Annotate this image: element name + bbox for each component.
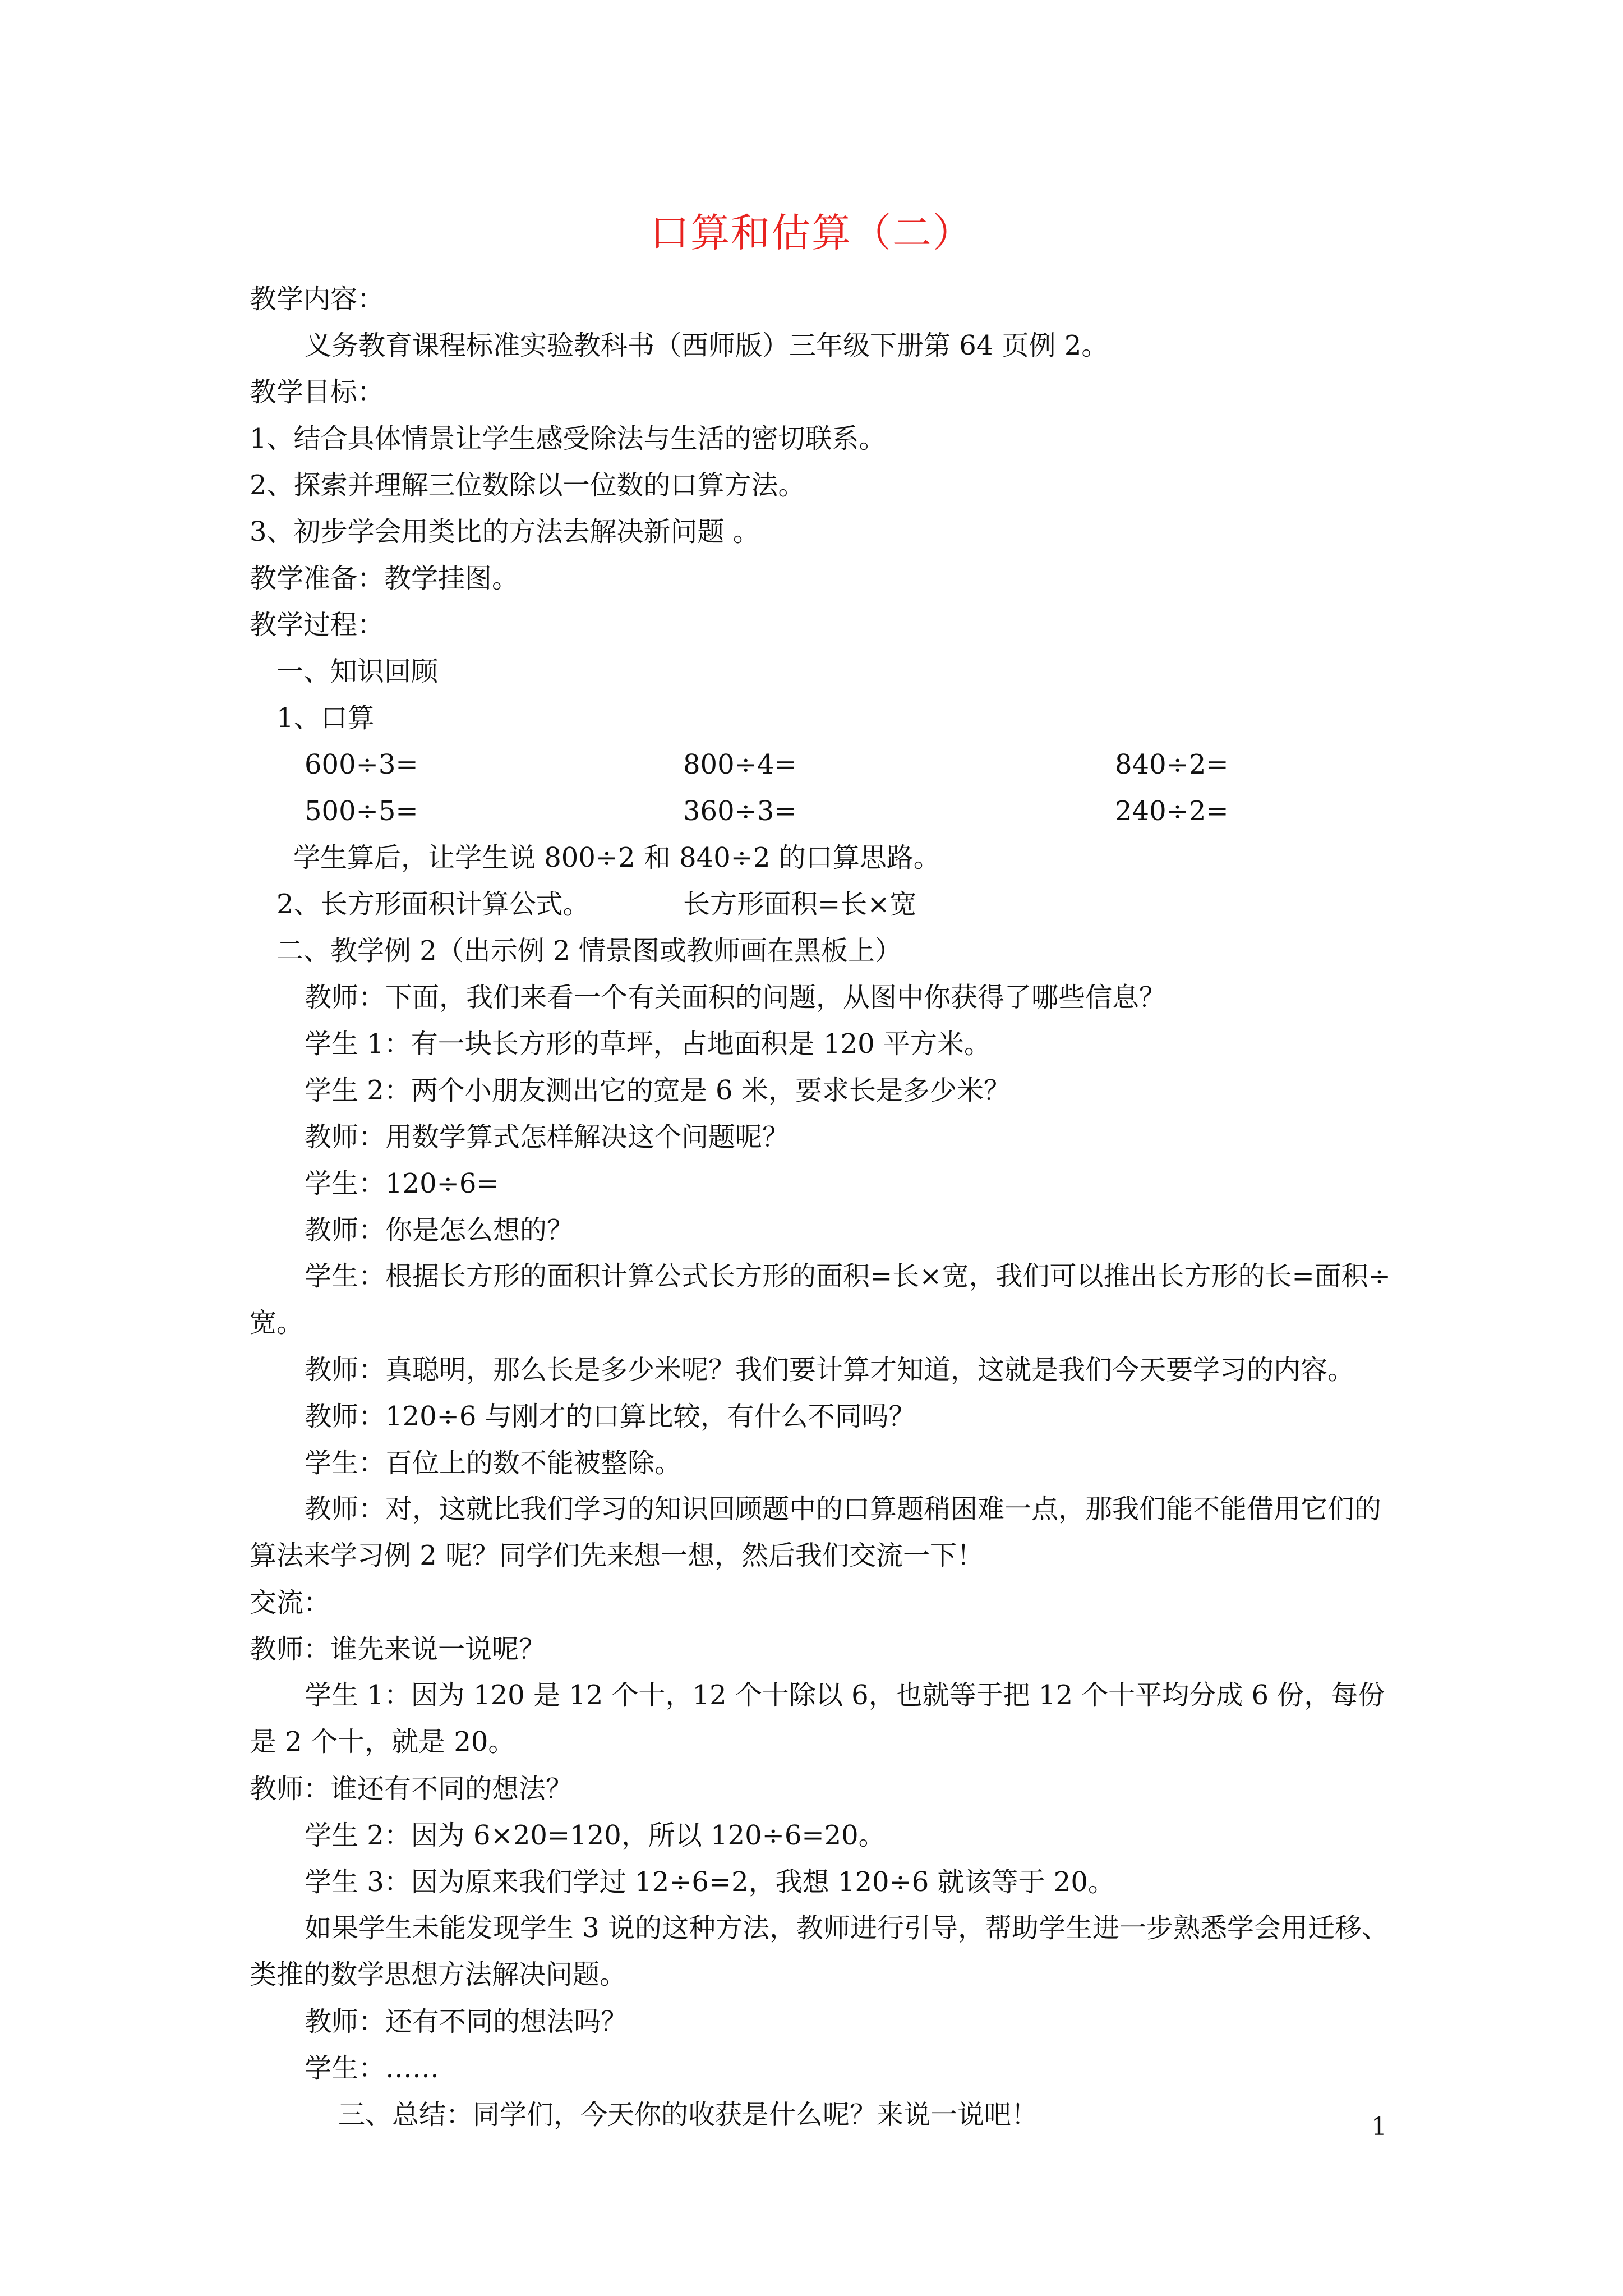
calc-problem: 800÷4= <box>683 749 797 780</box>
guide-text: 如果学生未能发现学生 3 说的这种方法，教师进行引导，帮助学生进一步熟悉学会用迁移、类推的数学思想方法解决问题。 <box>250 1912 1389 1990</box>
dialogue-line: 教师：下面，我们来看一个有关面积的问题，从图中你获得了哪些信息？ <box>305 982 1166 1013</box>
part1-heading: 一、知识回顾 <box>276 656 439 687</box>
dialogue-line: 学生：百位上的数不能被整除。 <box>305 1447 682 1479</box>
dialogue-line: 学生 2：两个小朋友测出它的宽是 6 米，要求长是多少米？ <box>305 1075 1011 1106</box>
content-text: 义务教育课程标准实验教科书（西师版）三年级下册第 64 页例 2。 <box>305 330 1109 361</box>
dialogue-line: 教师：还有不同的想法吗？ <box>305 2006 628 2037</box>
compare-paragraph <box>250 1486 1394 1579</box>
area-formula: 长方形面积=长×宽 <box>683 889 917 920</box>
dialogue-line: 教师：用数学算式怎样解决这个问题呢？ <box>305 1121 790 1153</box>
calc-problem: 500÷5= <box>305 795 418 827</box>
goal-item: 3、初步学会用类比的方法去解决新问题 。 <box>250 516 760 547</box>
after-calc-note: 学生算后，让学生说 800÷2 和 840÷2 的口算思路。 <box>293 842 940 873</box>
student1-paragraph <box>250 1672 1394 1765</box>
compare-text: 教师：对，这就比我们学习的知识回顾题中的口算题稍困难一点，那我们能不能借用它们的算法来学习例 2 呢？同学们先来想一想，然后我们交流一下！ <box>250 1493 1382 1571</box>
process-heading: 教学过程： <box>250 609 385 641</box>
calc-problem: 360÷3= <box>683 795 797 827</box>
reason-paragraph <box>250 1253 1394 1346</box>
content-heading: 教学内容： <box>250 283 385 315</box>
goal-item: 2、探索并理解三位数除以一位数的口算方法。 <box>250 470 805 501</box>
dialogue-line: 学生：…… <box>305 2053 440 2084</box>
goal-item: 1、结合具体情景让学生感受除法与生活的密切联系。 <box>250 423 886 454</box>
dialogue-line: 学生 1：有一块长方形的草坪，占地面积是 120 平方米。 <box>305 1028 991 1060</box>
calc-problem: 840÷2= <box>1115 749 1229 780</box>
reason-text: 学生：根据长方形的面积计算公式长方形的面积=长×宽，我们可以推出长方形的长=面积÷宽。 <box>250 1260 1391 1338</box>
dialogue-line: 学生 2：因为 6×20=120，所以 120÷6=20。 <box>305 1820 886 1851</box>
calc-problem: 600÷3= <box>305 749 418 780</box>
guide-paragraph <box>250 1905 1394 1998</box>
exchange-heading: 交流： <box>250 1587 331 1618</box>
part2-heading: 二、教学例 2（出示例 2 情景图或教师画在黑板上） <box>276 935 902 967</box>
dialogue-line: 学生：120÷6= <box>305 1168 499 1199</box>
goals-heading: 教学目标： <box>250 376 385 408</box>
dialogue-line: 教师：谁还有不同的想法？ <box>250 1773 573 1805</box>
summary-line: 三、总结：同学们，今天你的收获是什么呢？来说一说吧！ <box>338 2099 1039 2131</box>
page-number: 1 <box>1371 2113 1387 2141</box>
dialogue-line: 教师：120÷6 与刚才的口算比较，有什么不同吗？ <box>305 1401 916 1432</box>
document-title: 口算和估算（二） <box>650 210 973 256</box>
part1-item1: 1、口算 <box>276 702 375 734</box>
dialogue-line: 学生 3：因为原来我们学过 12÷6=2，我想 120÷6 就该等于 20。 <box>305 1866 1115 1898</box>
dialogue-line: 教师：你是怎么想的？ <box>305 1214 574 1246</box>
teaching-prep: 教学准备：教学挂图。 <box>250 563 519 594</box>
calc-problem: 240÷2= <box>1115 795 1229 827</box>
student1-text: 学生 1：因为 120 是 12 个十，12 个十除以 6，也就等于把 12 个十平均分成 6 份，每份是 2 个十，就是 20。 <box>250 1680 1385 1757</box>
dialogue-line: 教师：真聪明，那么长是多少米呢？我们要计算才知道，这就是我们今天要学习的内容。 <box>305 1354 1355 1386</box>
part1-item2: 2、长方形面积计算公式。 <box>276 889 590 920</box>
dialogue-line: 教师：谁先来说一说呢？ <box>250 1634 546 1665</box>
